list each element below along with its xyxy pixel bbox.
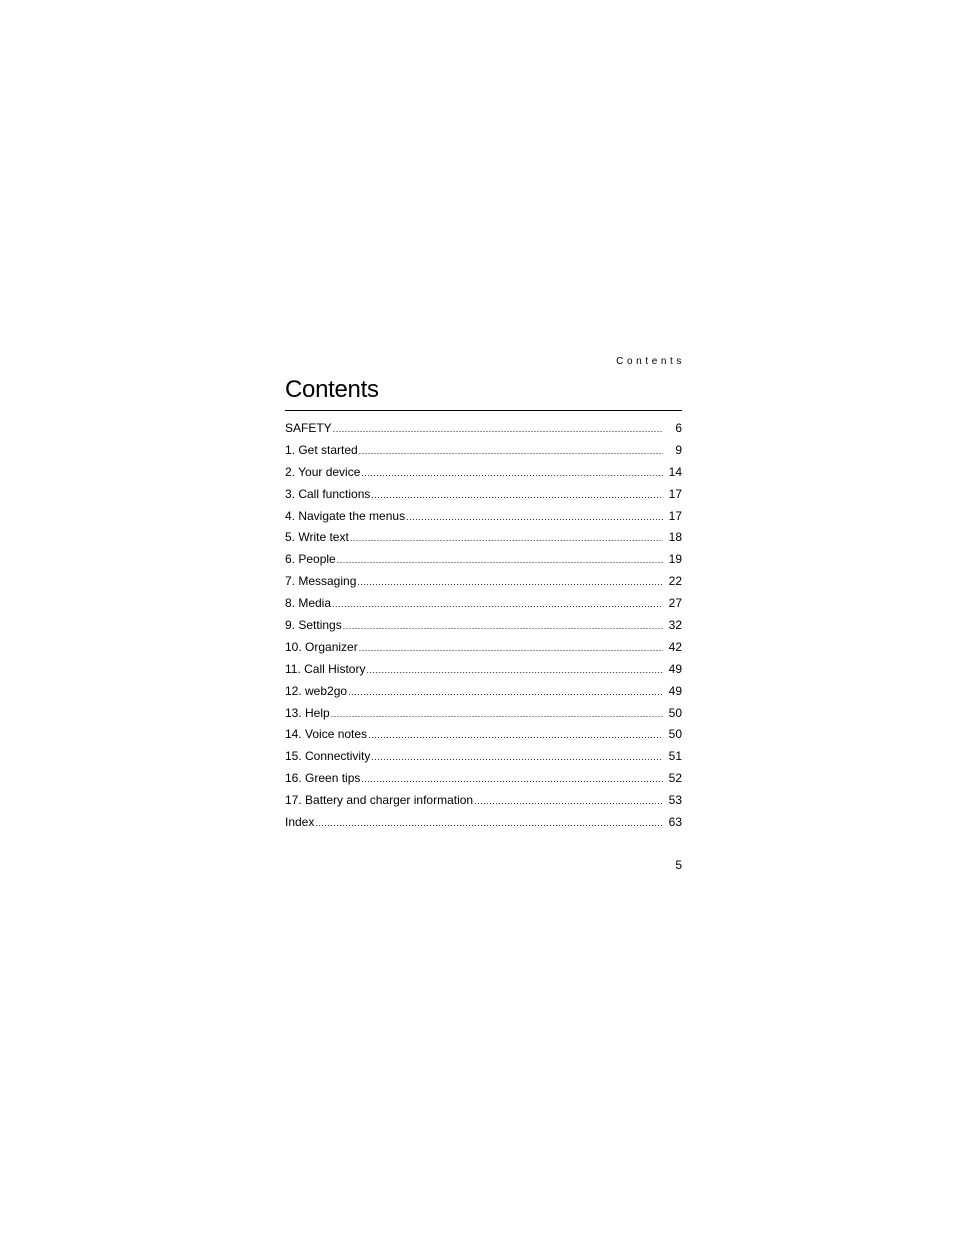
- toc-entry-label: 3. Call functions: [285, 486, 371, 501]
- table-of-contents: [285, 419, 682, 835]
- toc-dot-leader: [371, 486, 663, 504]
- toc-entry[interactable]: [285, 616, 682, 638]
- toc-entry[interactable]: [285, 485, 682, 507]
- toc-entry[interactable]: [285, 791, 682, 813]
- toc-entry-page: 9: [675, 442, 682, 457]
- toc-entry-page: 32: [668, 618, 682, 633]
- toc-entry-label: 14. Voice notes: [285, 727, 368, 742]
- toc-dot-leader: [368, 726, 663, 744]
- toc-dot-leader: [337, 551, 663, 569]
- toc-dot-leader: [350, 529, 663, 547]
- toc-entry-label: 7. Messaging: [285, 574, 357, 589]
- toc-entry-page: 17: [668, 486, 682, 501]
- toc-entry-label: 6. People: [285, 552, 336, 567]
- toc-entry[interactable]: [285, 747, 682, 769]
- toc-dot-leader: [357, 573, 663, 591]
- toc-entry[interactable]: [285, 725, 682, 747]
- toc-entry-page: 50: [668, 727, 682, 742]
- toc-entry[interactable]: [285, 594, 682, 616]
- toc-entry-label: 17. Battery and charger information: [285, 793, 474, 808]
- toc-entry-page: 50: [668, 705, 682, 720]
- toc-entry-label: 4. Navigate the menus: [285, 508, 406, 523]
- toc-entry-label: 8. Media: [285, 596, 332, 611]
- toc-entry[interactable]: [285, 572, 682, 594]
- toc-entry[interactable]: [285, 441, 682, 463]
- page-title: Contents: [285, 376, 379, 403]
- toc-dot-leader: [366, 661, 663, 679]
- toc-entry-page: 51: [668, 749, 682, 764]
- toc-entry-label: 2. Your device: [285, 464, 361, 479]
- toc-dot-leader: [333, 420, 663, 438]
- toc-entry-page: 49: [668, 683, 682, 698]
- document-page: [285, 0, 685, 1235]
- title-rule: [285, 410, 682, 411]
- toc-dot-leader: [361, 770, 663, 788]
- toc-entry-page: 42: [668, 639, 682, 654]
- toc-entry-page: 52: [668, 771, 682, 786]
- toc-entry[interactable]: [285, 550, 682, 572]
- toc-entry-label: 1. Get started: [285, 442, 358, 457]
- toc-dot-leader: [371, 748, 663, 766]
- running-header: Contents: [616, 356, 685, 367]
- toc-dot-leader: [315, 814, 663, 832]
- toc-entry[interactable]: [285, 507, 682, 529]
- toc-entry[interactable]: [285, 813, 682, 835]
- toc-entry-page: 49: [668, 661, 682, 676]
- toc-dot-leader: [343, 617, 663, 635]
- toc-dot-leader: [361, 464, 663, 482]
- toc-entry[interactable]: [285, 704, 682, 726]
- toc-entry[interactable]: [285, 660, 682, 682]
- toc-entry-page: 19: [668, 552, 682, 567]
- toc-entry-page: 22: [668, 574, 682, 589]
- page-number: 5: [675, 858, 682, 872]
- toc-entry-label: SAFETY: [285, 421, 332, 435]
- toc-entry-label: 11. Call History: [285, 661, 366, 676]
- toc-entry-page: 27: [668, 596, 682, 611]
- toc-dot-leader: [331, 705, 663, 723]
- toc-dot-leader: [359, 442, 663, 460]
- toc-entry[interactable]: [285, 463, 682, 485]
- toc-entry[interactable]: [285, 528, 682, 550]
- toc-dot-leader: [348, 683, 663, 701]
- toc-entry-page: 18: [668, 530, 682, 545]
- toc-entry-label: Index: [285, 815, 315, 830]
- toc-entry-label: 13. Help: [285, 705, 330, 720]
- toc-entry[interactable]: [285, 769, 682, 791]
- toc-dot-leader: [359, 639, 663, 657]
- toc-entry-label: 16. Green tips: [285, 771, 361, 786]
- toc-entry[interactable]: [285, 419, 682, 441]
- toc-entry-label: 9. Settings: [285, 618, 342, 633]
- toc-entry-label: 10. Organizer: [285, 639, 358, 654]
- toc-dot-leader: [474, 792, 663, 810]
- toc-entry-label: 15. Connectivity: [285, 749, 371, 764]
- toc-entry-page: 14: [668, 464, 682, 479]
- toc-dot-leader: [406, 508, 663, 526]
- toc-entry-page: 53: [668, 793, 682, 808]
- toc-entry-page: 6: [675, 421, 682, 435]
- toc-entry-label: 5. Write text: [285, 530, 349, 545]
- toc-entry-page: 63: [668, 815, 682, 830]
- toc-entry[interactable]: [285, 682, 682, 704]
- toc-entry-label: 12. web2go: [285, 683, 348, 698]
- toc-entry[interactable]: [285, 638, 682, 660]
- toc-entry-page: 17: [668, 508, 682, 523]
- toc-dot-leader: [332, 595, 663, 613]
